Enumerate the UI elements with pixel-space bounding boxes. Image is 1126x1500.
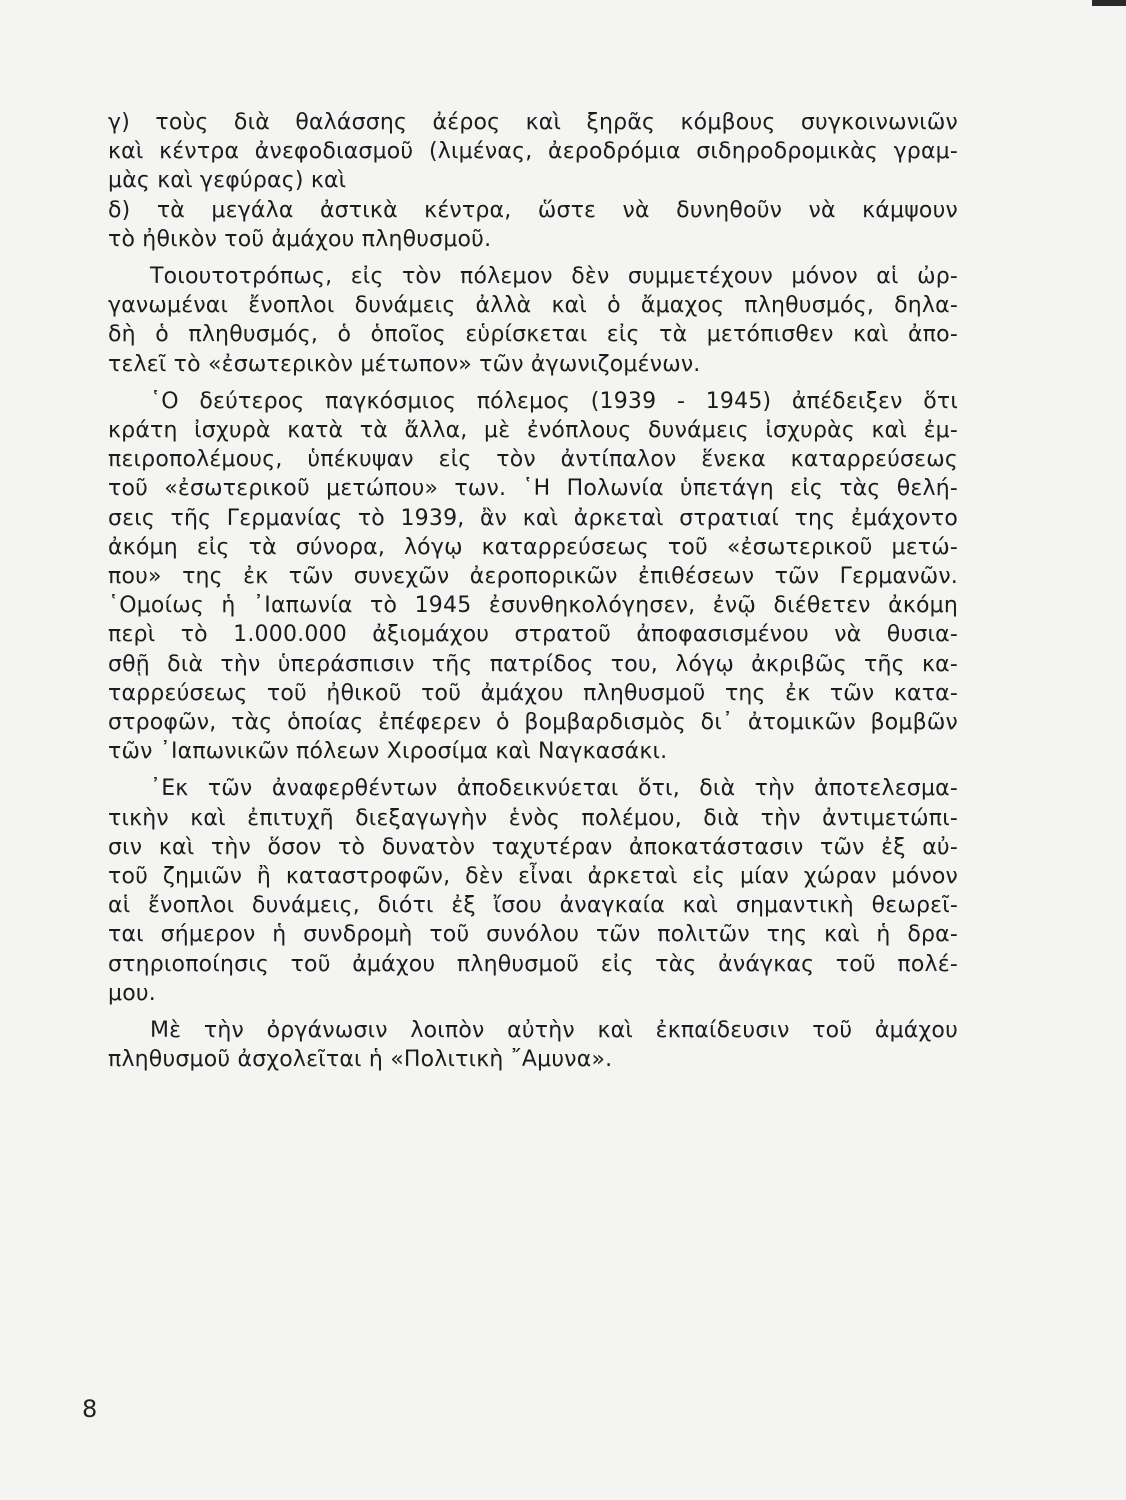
text-line: Τοιουτοτρόπως, εἰς τὸν πόλεμον δὲν συμμετέχουν μόνον αἱ ὠρ- (150, 264, 958, 290)
text-line: μὰς καὶ γεφύρας) καὶ (108, 168, 347, 194)
text-line: τοῦ ζημιῶν ἢ καταστροφῶν, δὲν εἶναι ἀρκεταὶ εἰς μίαν χώραν μόνον (108, 864, 958, 890)
text-line: τῶν ᾿Ιαπωνικῶν πόλεων Χιροσίμα καὶ Ναγκασάκι. (108, 739, 668, 765)
text-line: κράτη ἰσχυρὰ κατὰ τὰ ἄλλα, μὲ ἐνόπλους δυνάμεις ἰσχυρὰς καὶ ἐμ- (108, 418, 958, 444)
text-line: τοῦ «ἐσωτερικοῦ μετώπου» των. ῾Η Πολωνία ὑπετάγη εἰς τὰς θελή- (108, 476, 958, 502)
text-line: σιν καὶ τὴν ὅσον τὸ δυνατὸν ταχυτέραν ἀποκατάστασιν τῶν ἐξ αὐ- (108, 834, 958, 860)
text-line: τὸ ἠθικὸν τοῦ ἀμάχου πληθυσμοῦ. (108, 226, 492, 252)
scan-corner-mark (1092, 0, 1126, 6)
text-line: ται σήμερον ἡ συνδρομὴ τοῦ συνόλου τῶν πολιτῶν της καὶ ἡ δρα- (108, 922, 958, 948)
text-line: σθῇ διὰ τὴν ὑπεράσπισιν τῆς πατρίδος του, λόγῳ ἀκριβῶς τῆς κα- (108, 651, 958, 677)
text-line: καὶ κέντρα ἀνεφοδιασμοῦ (λιμένας, ἀεροδρόμια σιδηροδρομικὰς γραμ- (108, 139, 958, 165)
page-number: 8 (82, 1395, 98, 1423)
text-line: αἱ ἔνοπλοι δυνάμεις, διότι ἐξ ἴσου ἀναγκαία καὶ σημαντικὴ θεωρεῖ- (108, 893, 958, 919)
text-line: που» της ἐκ τῶν συνεχῶν ἀεροπορικῶν ἐπιθέσεων τῶν Γερμανῶν. (108, 564, 958, 590)
text-line: στροφῶν, τὰς ὁποίας ἐπέφερεν ὁ βομβαρδισμὸς δι᾿ ἀτομικῶν βομβῶν (108, 710, 958, 736)
text-line: δ) τὰ μεγάλα ἀστικὰ κέντρα, ὥστε νὰ δυνηθοῦν νὰ κάμψουν (108, 197, 958, 223)
text-line: ἀκόμη εἰς τὰ σύνορα, λόγῳ καταρρεύσεως τοῦ «ἐσωτερικοῦ μετώ- (108, 534, 958, 560)
text-line: δὴ ὁ πληθυσμός, ὁ ὁποῖος εὑρίσκεται εἰς τὰ μετόπισθεν καὶ ἀπο- (108, 322, 958, 348)
text-line: γανωμέναι ἔνοπλοι δυνάμεις ἀλλὰ καὶ ὁ ἄμαχος πληθυσμός, δηλα- (108, 293, 958, 319)
text-line: τικὴν καὶ ἐπιτυχῆ διεξαγωγὴν ἑνὸς πολέμου, διὰ τὴν ἀντιμετώπι- (108, 805, 958, 831)
text-line: ῾Ομοίως ἡ ᾿Ιαπωνία τὸ 1945 ἐσυνθηκολόγησεν, ἐνῷ διέθετεν ἀκόμη (108, 593, 958, 619)
text-line: σεις τῆς Γερμανίας τὸ 1939, ἂν καὶ ἀρκεταὶ στρατιαί της ἐμάχοντο (108, 505, 958, 531)
text-line: ταρρεύσεως τοῦ ἠθικοῦ τοῦ ἀμάχου πληθυσμοῦ της ἐκ τῶν κατα- (108, 680, 958, 706)
page-body (108, 108, 958, 1075)
text-line: μου. (108, 980, 156, 1006)
text-line: στηριοποίησις τοῦ ἀμάχου πληθυσμοῦ εἰς τὰς ἀνάγκας τοῦ πολέ- (108, 951, 958, 977)
text-line: ᾿Εκ τῶν ἀναφερθέντων ἀποδεικνύεται ὅτι, διὰ τὴν ἀποτελεσμα- (150, 776, 958, 802)
text-line: περὶ τὸ 1.000.000 ἀξιομάχου στρατοῦ ἀποφασισμένου νὰ θυσια- (108, 622, 958, 648)
text-line: τελεῖ τὸ «ἐσωτερικὸν μέτωπον» τῶν ἀγωνιζομένων. (108, 351, 701, 377)
text-line: γ) τοὺς διὰ θαλάσσης ἀέρος καὶ ξηρᾶς κόμβους συγκοινωνιῶν (108, 110, 958, 135)
text-line: ῾Ο δεύτερος παγκόσμιος πόλεμος (1939 - 1945) ἀπέδειξεν ὅτι (150, 388, 958, 414)
text-line: πληθυσμοῦ ἀσχολεῖται ἡ «Πολιτικὴ ῎Αμυνα». (108, 1047, 613, 1073)
text-line: Μὲ τὴν ὀργάνωσιν λοιπὸν αὐτὴν καὶ ἐκπαίδευσιν τοῦ ἀμάχου (150, 1018, 958, 1044)
text-line: πειροπολέμους, ὑπέκυψαν εἰς τὸν ἀντίπαλον ἕνεκα καταρρεύσεως (108, 447, 958, 473)
